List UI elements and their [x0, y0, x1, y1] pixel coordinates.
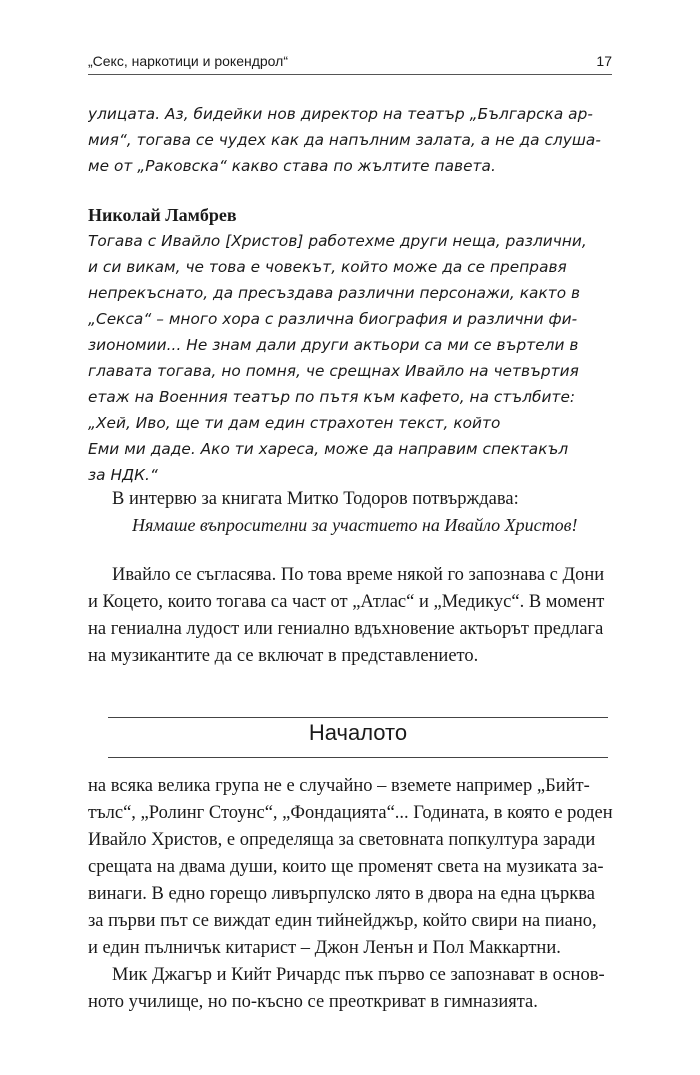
body-line: Ивайло Христов, е определяща за световната попкултура заради: [88, 830, 596, 850]
quote-line: за НДК.“: [88, 466, 158, 484]
quote-line: главата тогава, но помня, че срещнах Ивайло на четвъртия: [88, 362, 579, 380]
quote-line: мия“, тогава се чудех как да напълним залата, а не да слуша-: [88, 131, 601, 149]
quote-line: Еми ми даде. Ако ти хареса, може да направим спектакъл: [88, 440, 569, 458]
running-header: [88, 50, 612, 75]
section-title: Началото: [308, 720, 408, 745]
section-rule-bottom: [108, 757, 608, 758]
body-line: срещата на двама души, които ще променят света на музиката за-: [88, 857, 604, 877]
body-line: на гениална лудост или гениално вдъхновение актьорът предлага: [88, 619, 604, 639]
body-line: и Коцето, които тогава са част от „Атлас“ и „Медикус“. В момент: [88, 592, 605, 612]
quote-line: улицата. Аз, бидейки нов директор на театър „Българска ар-: [88, 105, 593, 123]
quote-line: етаж на Военния театър по пътя към кафето, на стълбите:: [88, 388, 576, 406]
quote-line: ме от „Раковска“ какво става по жълтите павета.: [88, 157, 496, 175]
running-title: „Секс, наркотици и рокендрол“: [88, 53, 288, 69]
body-line: винаги. В едно горещо ливърпулско лято в двора на една църква: [88, 884, 595, 904]
quote-line: „Секса“ – много хора с различна биография и различни фи-: [88, 310, 578, 328]
body-line: за първи път се виждат един тийнейджър, който свири на пиано,: [88, 911, 597, 931]
body-line: на всяка велика група не е случайно – вземете например „Бийт-: [88, 776, 590, 796]
quote-line: и си викам, че това е човекът, който може да се преправя: [88, 258, 567, 276]
quote-line: непрекъснато, да пресъздава различни персонажи, както в: [88, 284, 581, 302]
body-line: Мик Джагър и Кийт Ричардс пък първо се запознават в основ-: [112, 965, 605, 985]
body-line: на музикантите да се включат в представлението.: [88, 646, 479, 666]
quote-line: Тогава с Ивайло [Христов] работехме други неща, различни,: [88, 232, 587, 250]
speaker-name: Николай Ламбрев: [88, 205, 237, 225]
interview-quote: Нямаше въпросителни за участието на Ивайло Христов!: [132, 515, 578, 535]
body-line: тълс“, „Ролинг Стоунс“, „Фондацията“... Годината, в която е роден: [88, 803, 613, 823]
body-line: ното училище, но по-късно се преоткриват в гимназията.: [88, 992, 538, 1012]
page-number: 17: [596, 53, 612, 69]
body-line: Ивайло се съгласява. По това време някой го запознава с Дони: [112, 565, 605, 585]
interview-intro: В интервю за книгата Митко Тодоров потвърждава:: [112, 489, 519, 509]
quote-line: „Хей, Иво, ще ти дам един страхотен текст, който: [88, 414, 501, 432]
quote-line: зиономии... Не знам дали други актьори са ми се въртели в: [88, 336, 579, 354]
body-line: и един пълничък китарист – Джон Ленън и Пол Маккартни.: [88, 938, 561, 958]
